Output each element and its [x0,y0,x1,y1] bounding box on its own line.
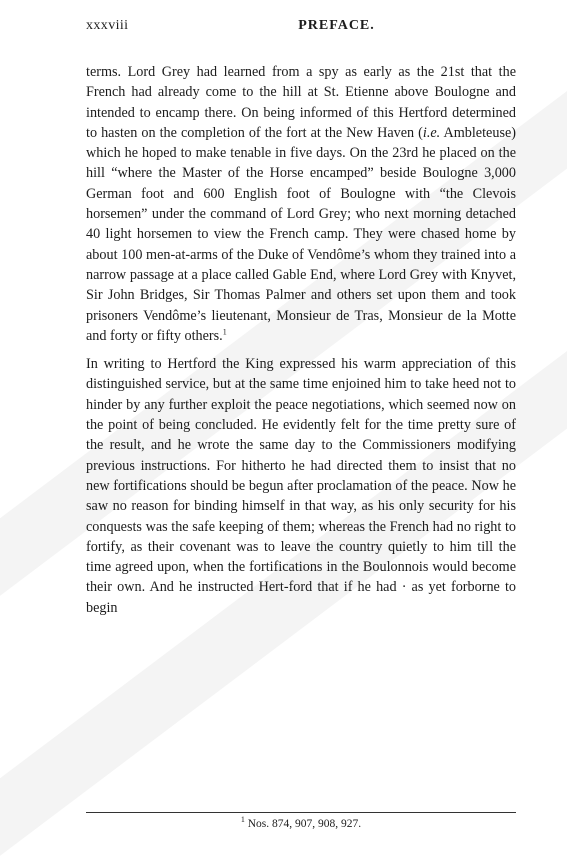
italic-text: i.e. [422,124,441,141]
running-title: PREFACE. [298,18,375,33]
paragraph-1 [86,62,516,346]
running-head [86,12,527,38]
text-run: Ambleteuse) which he hoped to make tenable in five days. On the 23rd he placed on the hill “where the Master of the Horse encamped” beside Boulogne 3,000 German foot and 600 English foot of Boulogne with “the Clevois horsemen” under the command of Lord Grey; who next morning detached 40 light horsemen to view the French camp. They were chased home by about 100 men-at-arms of the Duke of Vendôme’s whom they trained into a narrow passage at a place called Gable End, where Lord Grey with Knyvet, Sir John Bridges, Sir Thomas Palmer and others set upon them and took prisoners Vendôme’s lieutenant, Monsieur de Tras, Monsieur de la Motte and forty or fifty others. [86,124,516,344]
footnote-marker: 1 [240,815,245,825]
footnote-text: Nos. 874, 907, 908, 927. [244,818,362,830]
text-run: In writing to Hertford the King expressed his warm appreciation of this distinguished service, but at the same time enjoined him to take heed not to hinder by any further exploit the peace negotiations, which seemed now on the point of being concluded. He evidently felt for the time pretty sure of the result, and he wrote the same day to the Commissioners modifying previous instructions. For hitherto he had directed them to insist that no new fortifications should be begun after proclamation of the peace. Now he saw no reason for binding himself in that way, as his only security for his conquests was the safe keeping of them; whereas the French had no right to fortify, as their covenant was to leave the country quietly to him till the time agreed upon, when the fortifications in the Boulonnois would become their own. And he instructed Hert-ford that if he had · as yet forborne to begin [86,356,516,616]
footnote [86,815,516,830]
text-run: terms. Lord Grey had learned from a spy as early as the 21st that the French had already come to the hill at St. Etienne above Boulogne and intended to encamp there. On being informed of this Hertford determined to hasten on the completion of the fort at the New Haven ( [86,64,516,141]
page-number: xxxviii [86,18,129,33]
body-text [86,62,516,618]
paragraph-2 [86,354,516,618]
footnote-reference: 1 [222,327,227,337]
footnote-rule [86,812,516,813]
